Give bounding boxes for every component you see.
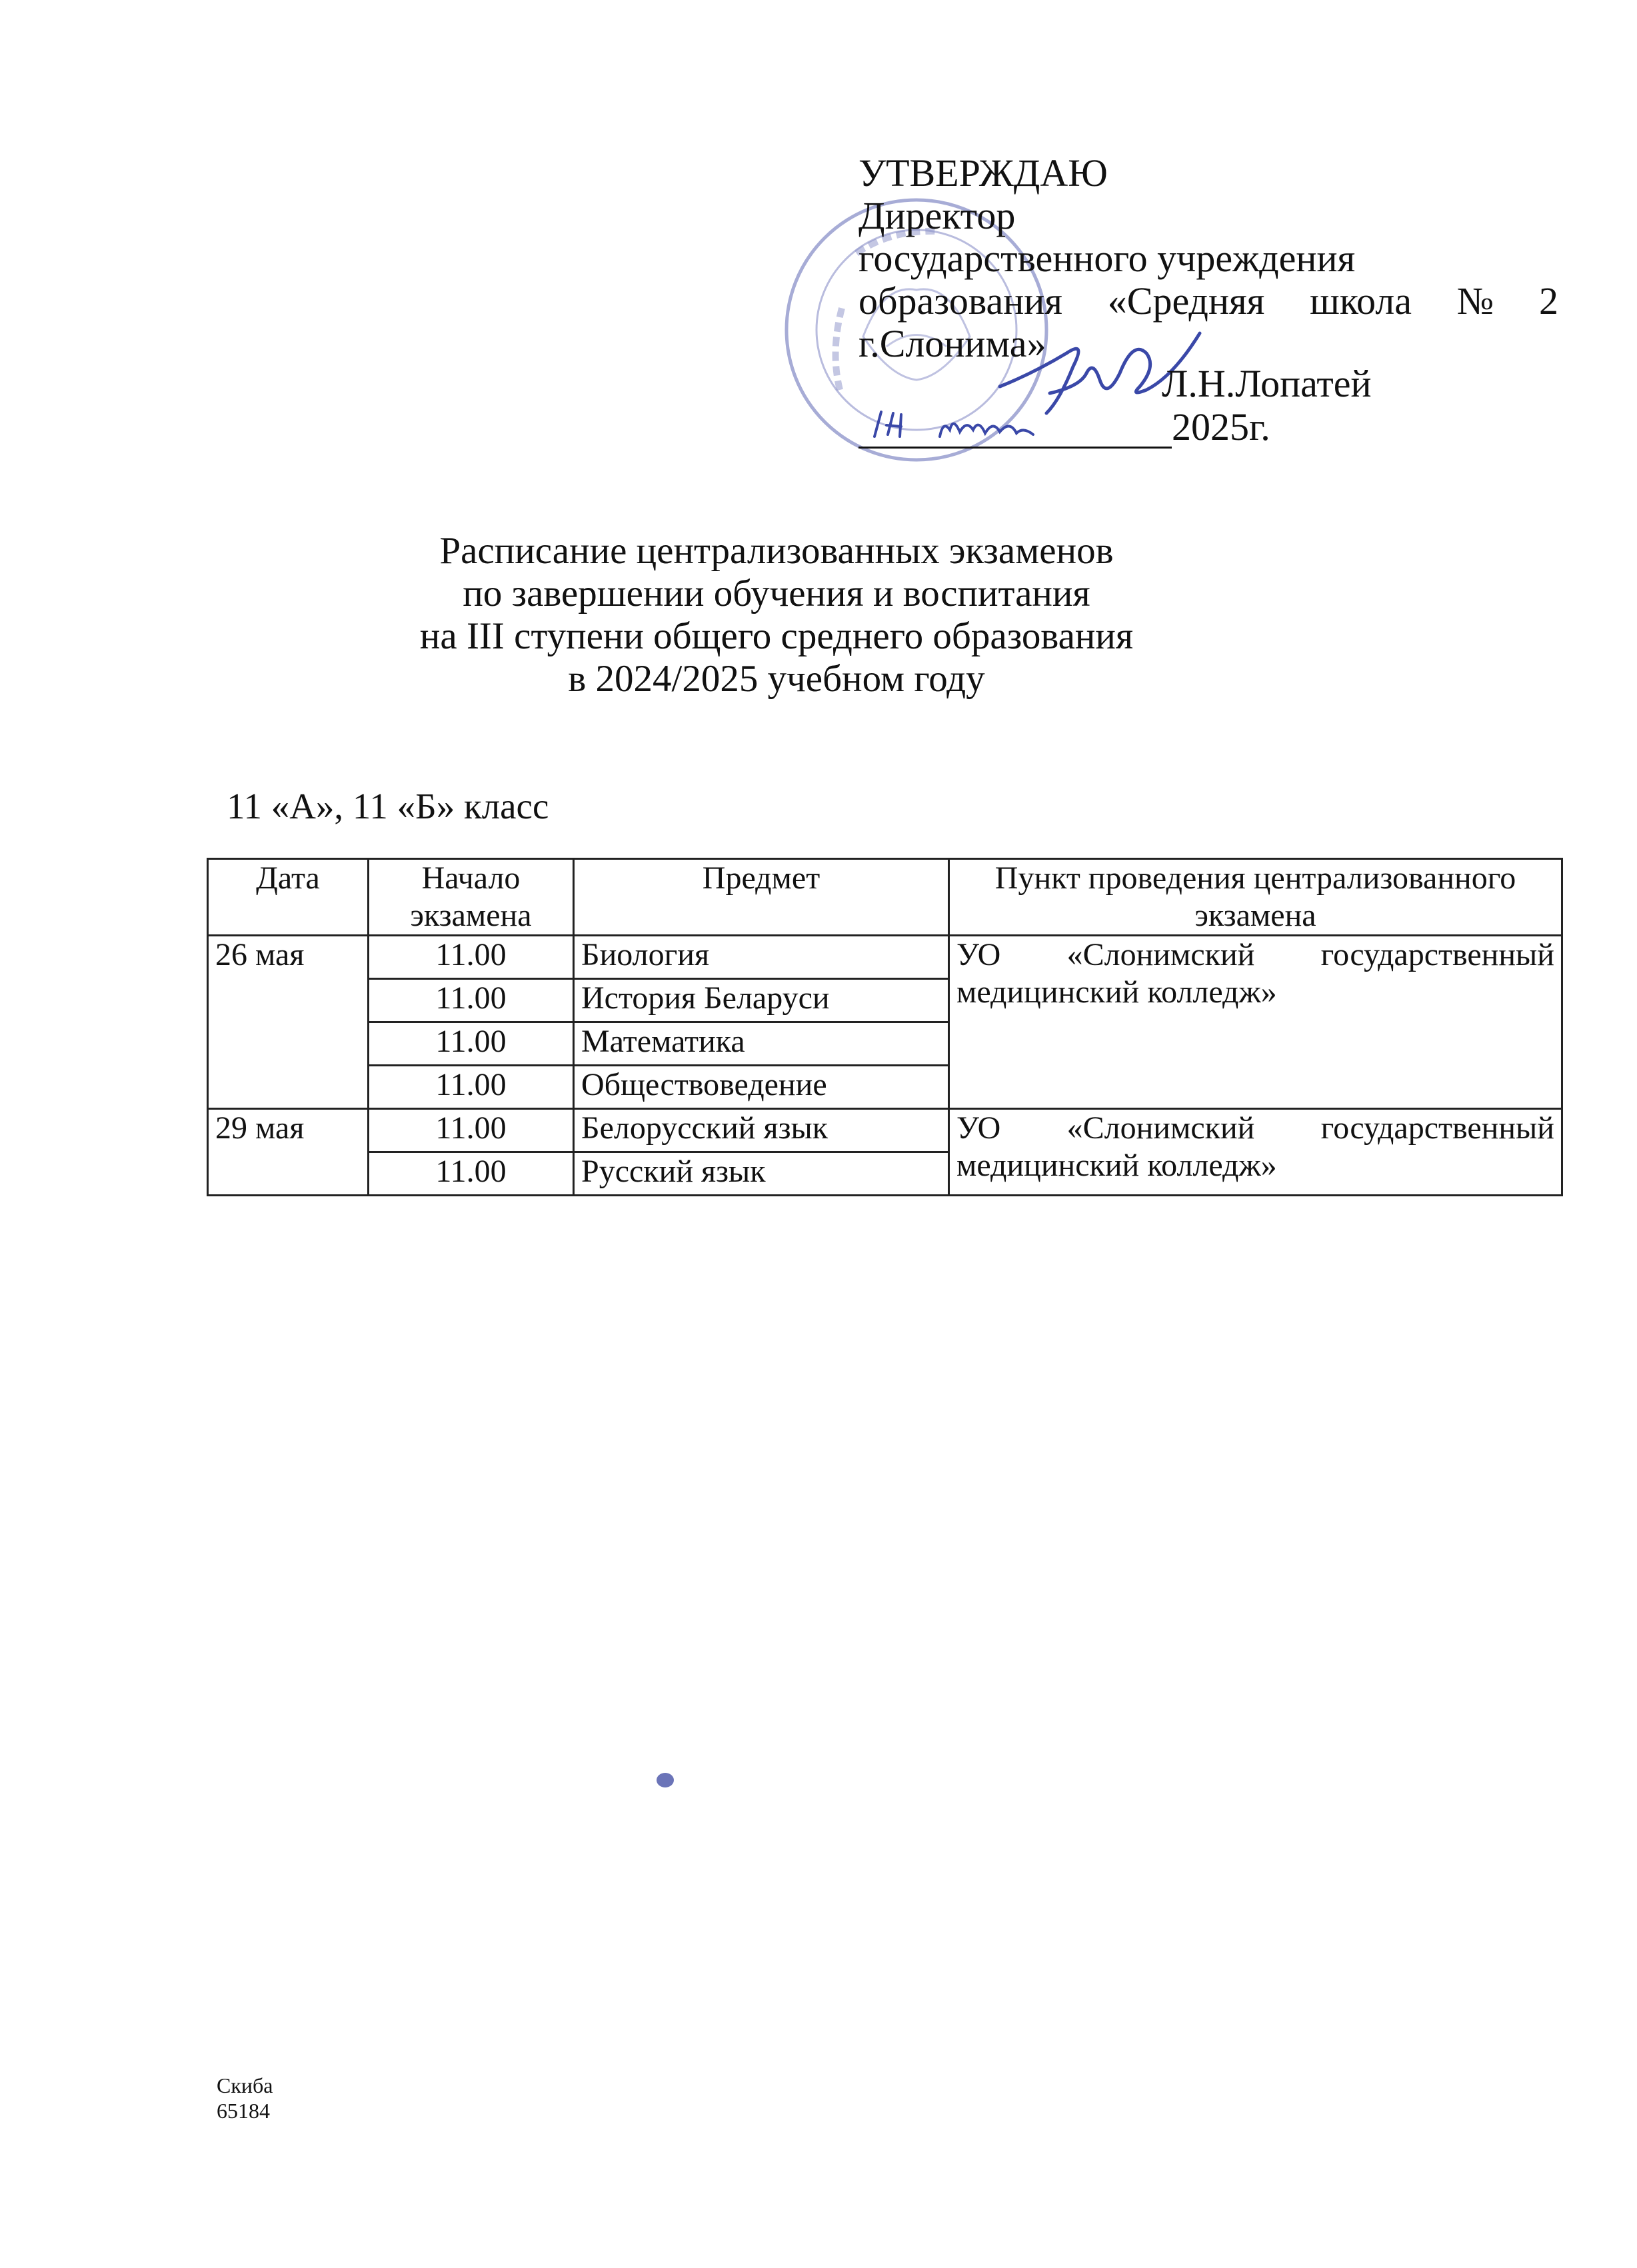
- class-label: 11 «А», 11 «Б» класс: [227, 786, 549, 826]
- exam-date: 29 мая: [208, 1109, 369, 1196]
- footer-author: Скиба: [217, 2073, 273, 2097]
- exam-place-text: УО «Слонимский государственный медицинский колледж»: [956, 1110, 1554, 1183]
- exam-place: [949, 936, 1562, 1109]
- table-row: [208, 1109, 1562, 1152]
- approval-org-line3: г.Слонима»: [858, 322, 1046, 365]
- exam-subject: Обществоведение: [574, 1066, 949, 1109]
- document-title: [400, 530, 1153, 700]
- title-line: в 2024/2025 учебном году: [568, 658, 985, 700]
- exam-time: 11.00: [369, 1066, 574, 1109]
- signatory-name: Л.Н.Лопатей: [1162, 362, 1372, 405]
- footer-contact: [217, 2073, 273, 2123]
- title-line: по завершении обучения и воспитания: [463, 572, 1090, 614]
- exam-time: 11.00: [369, 979, 574, 1022]
- exam-date: 26 мая: [208, 936, 369, 1109]
- exam-place: [949, 1109, 1562, 1196]
- footer-phone: 65184: [217, 2099, 270, 2123]
- table-header-row: [208, 859, 1562, 936]
- exam-subject: Биология: [574, 936, 949, 979]
- table-row: [208, 936, 1562, 979]
- org-word: школа: [1310, 279, 1412, 323]
- exam-subject: Математика: [574, 1022, 949, 1066]
- approval-block: [858, 151, 1565, 449]
- approval-position: Директор: [858, 194, 1016, 237]
- title-line: Расписание централизованных экзаменов: [439, 530, 1114, 572]
- exam-place-text: УО «Слонимский государственный медицинский колледж»: [956, 937, 1554, 1010]
- title-line: на III ступени общего среднего образования: [419, 615, 1134, 657]
- handwritten-date: [866, 400, 1086, 447]
- scan-speck: [657, 1773, 674, 1787]
- org-word: 2: [1538, 279, 1558, 323]
- exam-schedule-table: [207, 858, 1563, 1196]
- exam-time: 11.00: [369, 1022, 574, 1066]
- exam-subject: Русский язык: [574, 1152, 949, 1196]
- header-place: Пункт проведения централизованного экзамена: [949, 859, 1562, 936]
- approval-heading: УТВЕРЖДАЮ: [858, 151, 1108, 195]
- approval-org-line1: государственного учреждения: [858, 237, 1356, 280]
- approval-org-line2: [858, 280, 1558, 323]
- header-date: Дата: [208, 859, 369, 936]
- exam-subject: История Беларуси: [574, 979, 949, 1022]
- header-subject: Предмет: [574, 859, 949, 936]
- exam-subject: Белорусский язык: [574, 1109, 949, 1152]
- approval-year: 2025г.: [1172, 405, 1270, 449]
- org-word: «Средняя: [1107, 279, 1265, 323]
- exam-time: 11.00: [369, 1152, 574, 1196]
- org-word: образования: [858, 279, 1062, 323]
- org-word: №: [1456, 279, 1494, 323]
- exam-time: 11.00: [369, 1109, 574, 1152]
- exam-time: 11.00: [369, 936, 574, 979]
- header-start: Начало экзамена: [369, 859, 574, 936]
